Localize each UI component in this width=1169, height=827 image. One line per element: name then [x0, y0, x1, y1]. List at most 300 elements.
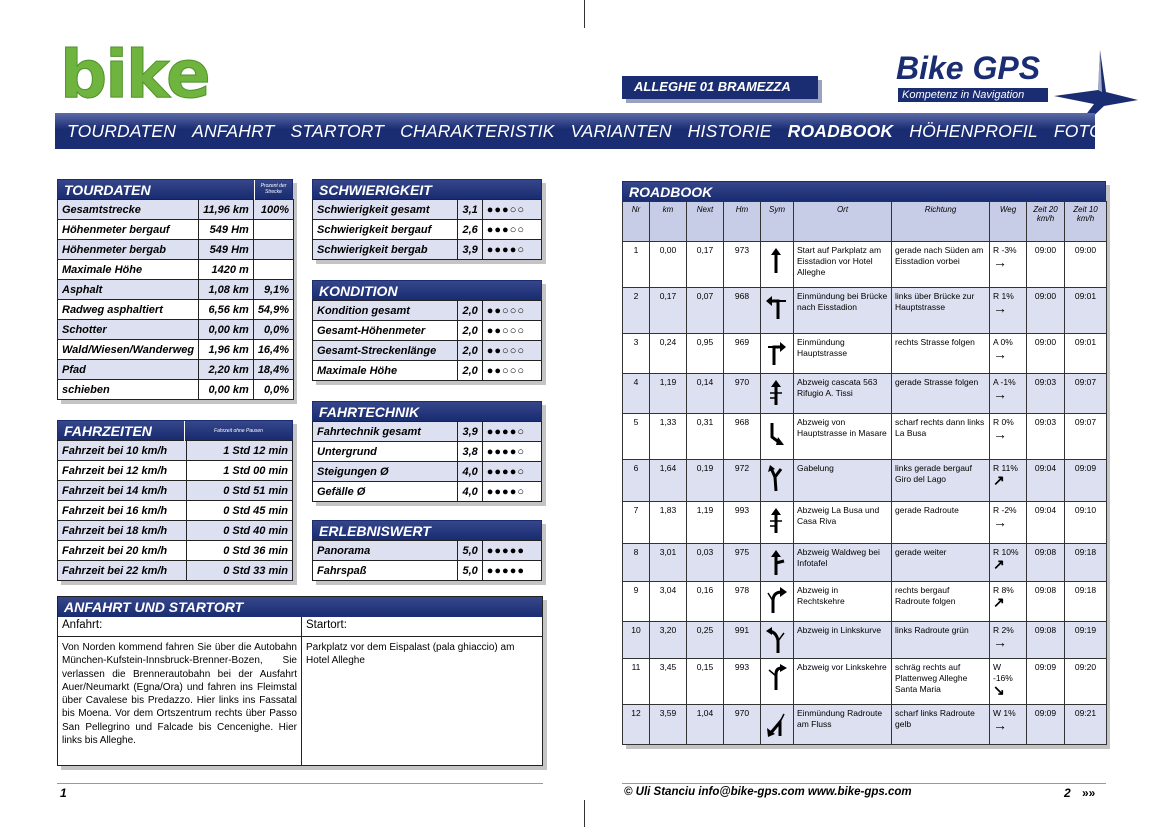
roadbook-hm: 970 — [724, 374, 761, 414]
roadbook-zeit-10: 09:09 — [1065, 460, 1107, 502]
anfahrt-text: Von Norden kommend fahren Sie über die Autobahn München-Kufstein-Innsbruck-Brenner-Bozen, Sie verlassen die Brennerautobahn bei der Ausfahrt Auer/Neumarkt (Egna/Ora) und fahren ins Fleimstal über Cavalese bis Predazzo. Hier links ins Fassatal bis Moena. Vor dem Ortszentrum rechts über Passo San Pellegrino und Falcade bis Cencenighe. Hier links bis Alleghe. — [62, 642, 297, 747]
roadbook-weg — [990, 414, 1027, 460]
fahrzeiten-cell: 1 Std 00 min — [186, 461, 292, 481]
roadbook-zeit-10: 09:18 — [1065, 582, 1107, 622]
roadbook-weg — [990, 242, 1027, 288]
weg-label: A 0% — [993, 337, 1013, 347]
roadbook-hm: 978 — [724, 582, 761, 622]
anfahrt-label: Anfahrt: — [58, 617, 301, 637]
tourdaten-cell: 1420 m — [199, 260, 254, 280]
roadbook-col-header: Weg — [990, 202, 1027, 242]
erlebniswert-row — [313, 541, 542, 561]
tourdaten-cell: 1,96 km — [199, 340, 254, 360]
roadbook-richtung: links über Brücke zur Hauptstrasse — [892, 288, 990, 334]
schwierigkeit-row — [313, 220, 542, 240]
roadbook-ort: Gabelung — [794, 460, 892, 502]
tourdaten-row — [58, 320, 294, 340]
tourdaten-row — [58, 340, 294, 360]
roadbook-hm: 973 — [724, 242, 761, 288]
roadbook-km: 0,17 — [650, 288, 687, 334]
anfahrt-column — [58, 617, 302, 766]
roadbook-col-header: Nr — [623, 202, 650, 242]
tourdaten-cell: Wald/Wiesen/Wanderweg — [58, 340, 199, 360]
fahrtechnik-cell: 3,9 — [457, 422, 482, 442]
fahrtechnik-cell: ●●●●○ — [482, 422, 541, 442]
turn-straight-icon — [766, 247, 788, 275]
fahrzeiten-cell: Fahrzeit bei 18 km/h — [58, 521, 187, 541]
roadbook-zeit-20: 09:03 — [1027, 414, 1065, 460]
roadbook-row — [623, 544, 1107, 582]
weg-label: R 8% — [993, 585, 1014, 595]
fahrzeiten-cell: 0 Std 36 min — [186, 541, 292, 561]
tourdaten-cell: 0,00 km — [199, 380, 254, 400]
direction-arrow-icon: ↘ — [993, 682, 1005, 698]
roadbook-row — [623, 582, 1107, 622]
direction-arrow-icon: → — [993, 717, 1007, 733]
tourdaten-cell — [253, 260, 293, 280]
roadbook-row — [623, 288, 1107, 334]
weg-label: W -16% — [993, 662, 1013, 683]
roadbook-richtung: rechts bergauf Radroute folgen — [892, 582, 990, 622]
schwierigkeit-cell: 2,6 — [457, 220, 482, 240]
nav-item-höhenprofil[interactable]: HÖHENPROFIL — [909, 120, 1038, 141]
tourdaten-title: TOURDATEN — [64, 182, 151, 198]
roadbook-zeit-20: 09:04 — [1027, 502, 1065, 544]
nav-item-anfahrt[interactable]: ANFAHRT — [192, 120, 275, 141]
roadbook-row — [623, 414, 1107, 460]
roadbook-km: 3,01 — [650, 544, 687, 582]
roadbook-ort: Start auf Parkplatz am Eisstadion vor Hotel Alleghe — [794, 242, 892, 288]
roadbook-hm: 975 — [724, 544, 761, 582]
roadbook-zeit-20: 09:00 — [1027, 242, 1065, 288]
weg-label: R 11% — [993, 463, 1018, 473]
roadbook-nr: 6 — [623, 460, 650, 502]
anfahrt-panel — [57, 596, 543, 766]
roadbook-col-header: Richtung — [892, 202, 990, 242]
fahrzeiten-row — [58, 441, 293, 461]
roadbook-zeit-10: 09:10 — [1065, 502, 1107, 544]
roadbook-richtung: gerade Radroute — [892, 502, 990, 544]
tourdaten-cell: 549 Hm — [199, 240, 254, 260]
tourdaten-cell: Schotter — [58, 320, 199, 340]
schwierigkeit-cell: 3,1 — [457, 200, 482, 220]
erlebniswert-header: ERLEBNISWERT — [312, 520, 542, 540]
direction-arrow-icon: → — [993, 254, 1007, 270]
weg-label: R 0% — [993, 417, 1014, 427]
roadbook-nr: 2 — [623, 288, 650, 334]
roadbook-next: 0,03 — [687, 544, 724, 582]
roadbook-zeit-10: 09:20 — [1065, 659, 1107, 705]
turn-sharp-left-icon — [766, 710, 788, 738]
tourdaten-row — [58, 260, 294, 280]
fahrtechnik-cell: 4,0 — [457, 482, 482, 502]
tourdaten-row — [58, 200, 294, 220]
roadbook-next: 0,14 — [687, 374, 724, 414]
roadbook-col-header: Zeit 10 km/h — [1065, 202, 1107, 242]
nav-item-charakteristik[interactable]: CHARAKTERISTIK — [400, 120, 555, 141]
roadbook-richtung: scharf links Radroute gelb — [892, 705, 990, 745]
roadbook-nr: 7 — [623, 502, 650, 544]
nav-item-fotos[interactable]: FOTOS — [1053, 120, 1115, 141]
erlebniswert-cell: Panorama — [313, 541, 458, 561]
nav-item-roadbook[interactable]: ROADBOOK — [787, 120, 894, 141]
roadbook-row — [623, 242, 1107, 288]
roadbook-sym — [761, 502, 794, 544]
roadbook-col-header: Sym — [761, 202, 794, 242]
schwierigkeit-cell: Schwierigkeit bergab — [313, 240, 458, 260]
roadbook-next: 0,95 — [687, 334, 724, 374]
roadbook-weg — [990, 659, 1027, 705]
fahrzeiten-row — [58, 561, 293, 581]
tourdaten-cell — [253, 220, 293, 240]
tourdaten-cell: 0,00 km — [199, 320, 254, 340]
roadbook-zeit-10: 09:21 — [1065, 705, 1107, 745]
roadbook-sym — [761, 622, 794, 659]
fahrzeiten-note: Fahrzeit ohne Pausen — [184, 421, 292, 441]
roadbook-sym — [761, 705, 794, 745]
direction-arrow-icon: → — [993, 426, 1007, 442]
erlebniswert-cell: 5,0 — [457, 541, 482, 561]
fahrtechnik-header: FAHRTECHNIK — [312, 401, 542, 421]
roadbook-hm: 968 — [724, 288, 761, 334]
roadbook-richtung: links gerade bergauf Giro del Lago — [892, 460, 990, 502]
kondition-table — [312, 300, 542, 381]
fahrtechnik-cell: ●●●●○ — [482, 442, 541, 462]
tourdaten-cell: Pfad — [58, 360, 199, 380]
fahrtechnik-cell: Gefälle Ø — [313, 482, 458, 502]
roadbook-ort: Einmündung Radroute am Fluss — [794, 705, 892, 745]
tourdaten-row — [58, 220, 294, 240]
roadbook-km: 3,04 — [650, 582, 687, 622]
page-number-left: 1 — [60, 786, 67, 800]
schwierigkeit-panel — [312, 179, 542, 260]
tourdaten-row — [58, 300, 294, 320]
tourdaten-row — [58, 280, 294, 300]
roadbook-richtung: gerade Strasse folgen — [892, 374, 990, 414]
tourdaten-cell: 0,0% — [253, 380, 293, 400]
tour-name: ALLEGHE 01 BRAMEZZA — [622, 76, 818, 99]
roadbook-hm: 993 — [724, 502, 761, 544]
roadbook-ort: Einmündung Hauptstrasse — [794, 334, 892, 374]
fahrzeiten-table — [57, 440, 293, 581]
roadbook-zeit-20: 09:04 — [1027, 460, 1065, 502]
tourdaten-cell: 1,08 km — [199, 280, 254, 300]
roadbook-weg — [990, 334, 1027, 374]
roadbook-nr: 5 — [623, 414, 650, 460]
tourdaten-cell: 16,4% — [253, 340, 293, 360]
fahrtechnik-row — [313, 422, 542, 442]
roadbook-zeit-20: 09:00 — [1027, 288, 1065, 334]
roadbook-nr: 8 — [623, 544, 650, 582]
fahrzeiten-title: FAHRZEITEN — [64, 423, 152, 439]
schwierigkeit-header: SCHWIERIGKEIT — [312, 179, 542, 199]
roadbook-sym — [761, 242, 794, 288]
roadbook-next: 0,07 — [687, 288, 724, 334]
schwierigkeit-table — [312, 199, 542, 260]
roadbook-zeit-20: 09:03 — [1027, 374, 1065, 414]
roadbook-richtung: gerade weiter — [892, 544, 990, 582]
erlebniswert-table — [312, 540, 542, 581]
fahrzeiten-cell: 1 Std 12 min — [186, 441, 292, 461]
kondition-row — [313, 361, 542, 381]
fahrtechnik-row — [313, 462, 542, 482]
kondition-header: KONDITION — [312, 280, 542, 300]
roadbook-km: 1,33 — [650, 414, 687, 460]
roadbook-zeit-10: 09:18 — [1065, 544, 1107, 582]
roadbook-col-header: km — [650, 202, 687, 242]
fahrzeiten-row — [58, 501, 293, 521]
weg-label: W 1% — [993, 708, 1016, 718]
roadbook-zeit-10: 09:19 — [1065, 622, 1107, 659]
kondition-cell: 2,0 — [457, 321, 482, 341]
roadbook-richtung: schräg rechts auf Plattenweg Alleghe Santa Maria — [892, 659, 990, 705]
tourdaten-note: Prozent der Strecke — [254, 180, 292, 200]
erlebniswert-cell: ●●●●● — [482, 561, 541, 581]
roadbook-nr: 12 — [623, 705, 650, 745]
tourdaten-cell: 18,4% — [253, 360, 293, 380]
direction-arrow-icon: ↗ — [993, 594, 1005, 610]
tourdaten-cell: Maximale Höhe — [58, 260, 199, 280]
roadbook-km: 3,59 — [650, 705, 687, 745]
roadbook-km: 3,20 — [650, 622, 687, 659]
tourdaten-row — [58, 380, 294, 400]
roadbook-sym — [761, 460, 794, 502]
nav-item-startort[interactable]: STARTORT — [290, 120, 385, 141]
startort-column — [302, 617, 542, 766]
roadbook-weg — [990, 705, 1027, 745]
fahrzeiten-cell: 0 Std 33 min — [186, 561, 292, 581]
schwierigkeit-cell: ●●●●○ — [482, 240, 541, 260]
bike-gps-tagline: Kompetenz in Navigation — [898, 88, 1048, 102]
tourdaten-header — [57, 179, 293, 199]
fahrzeiten-row — [58, 461, 293, 481]
roadbook-weg — [990, 582, 1027, 622]
fahrtechnik-row — [313, 442, 542, 462]
roadbook-sym — [761, 659, 794, 705]
tourdaten-cell: Höhenmeter bergauf — [58, 220, 199, 240]
footer-rule-right — [622, 783, 1106, 784]
kondition-panel — [312, 280, 542, 381]
tourdaten-cell: 0,0% — [253, 320, 293, 340]
roadbook-zeit-10: 09:01 — [1065, 288, 1107, 334]
anfahrt-header: ANFAHRT UND STARTORT — [58, 597, 542, 617]
nav-item-historie[interactable]: HISTORIE — [687, 120, 772, 141]
turn-sharp-right-icon — [766, 419, 788, 447]
roadbook-sym — [761, 414, 794, 460]
kondition-cell: ●●○○○ — [482, 361, 541, 381]
fahrzeiten-cell: Fahrzeit bei 20 km/h — [58, 541, 187, 561]
turn-tee-left-icon — [766, 293, 788, 321]
schwierigkeit-cell: ●●●○○ — [482, 220, 541, 240]
erlebniswert-cell: 5,0 — [457, 561, 482, 581]
nav-item-tourdaten[interactable]: TOURDATEN — [67, 120, 177, 141]
tourdaten-cell: 2,20 km — [199, 360, 254, 380]
turn-tee-right-icon — [766, 339, 788, 367]
schwierigkeit-cell: ●●●○○ — [482, 200, 541, 220]
fahrtechnik-cell: ●●●●○ — [482, 482, 541, 502]
roadbook-nr: 1 — [623, 242, 650, 288]
fahrzeiten-header — [57, 420, 293, 440]
schwierigkeit-cell: 3,9 — [457, 240, 482, 260]
tourdaten-cell: 6,56 km — [199, 300, 254, 320]
roadbook-col-header: Ort — [794, 202, 892, 242]
schwierigkeit-row — [313, 240, 542, 260]
roadbook-col-header: Zeit 20 km/h — [1027, 202, 1065, 242]
tourdaten-cell: 54,9% — [253, 300, 293, 320]
erlebniswert-panel — [312, 520, 542, 581]
turn-cross-straight-icon — [766, 507, 788, 535]
roadbook-row — [623, 460, 1107, 502]
weg-label: R 10% — [993, 547, 1019, 557]
roadbook-weg — [990, 374, 1027, 414]
tourdaten-cell: 9,1% — [253, 280, 293, 300]
roadbook-zeit-10: 09:07 — [1065, 414, 1107, 460]
roadbook-zeit-20: 09:08 — [1027, 544, 1065, 582]
crop-mark-top — [584, 0, 585, 28]
roadbook-next: 0,17 — [687, 242, 724, 288]
roadbook-next: 0,16 — [687, 582, 724, 622]
roadbook-km: 1,19 — [650, 374, 687, 414]
schwierigkeit-cell: Schwierigkeit bergauf — [313, 220, 458, 240]
direction-arrow-icon: → — [993, 514, 1007, 530]
tourdaten-cell: Asphalt — [58, 280, 199, 300]
schwierigkeit-cell: Schwierigkeit gesamt — [313, 200, 458, 220]
roadbook-table — [622, 201, 1107, 745]
roadbook-col-header: Next — [687, 202, 724, 242]
roadbook-col-header: Hm — [724, 202, 761, 242]
roadbook-next: 0,25 — [687, 622, 724, 659]
bike-gps-logo: Bike GPS — [896, 50, 1041, 86]
fahrzeiten-cell: 0 Std 51 min — [186, 481, 292, 501]
roadbook-next: 0,31 — [687, 414, 724, 460]
section-nav — [55, 113, 1115, 149]
roadbook-nr: 11 — [623, 659, 650, 705]
fahrtechnik-panel — [312, 401, 542, 502]
roadbook-zeit-20: 09:09 — [1027, 705, 1065, 745]
tourdaten-cell: 100% — [253, 200, 293, 220]
fahrzeiten-cell: Fahrzeit bei 10 km/h — [58, 441, 187, 461]
startort-text: Parkplatz vor dem Eispalast (pala ghiaccio) am Hotel Alleghe — [306, 642, 515, 667]
fahrzeiten-cell: 0 Std 40 min — [186, 521, 292, 541]
footer-copyright: © Uli Stanciu info@bike-gps.com www.bike-gps.com — [624, 786, 912, 798]
roadbook-ort: Abzweig von Hauptstrasse in Masare — [794, 414, 892, 460]
direction-arrow-icon: ↗ — [993, 472, 1005, 488]
roadbook-weg — [990, 502, 1027, 544]
tourdaten-row — [58, 360, 294, 380]
roadbook-weg — [990, 288, 1027, 334]
roadbook-km: 1,83 — [650, 502, 687, 544]
fahrzeiten-cell: Fahrzeit bei 22 km/h — [58, 561, 187, 581]
turn-hairpin-icon — [766, 664, 788, 692]
direction-arrow-icon: → — [993, 346, 1007, 362]
fahrtechnik-cell: Untergrund — [313, 442, 458, 462]
fahrtechnik-cell: Fahrtechnik gesamt — [313, 422, 458, 442]
kondition-cell: ●●○○○ — [482, 321, 541, 341]
turn-cross-straight-icon — [766, 379, 788, 407]
roadbook-row — [623, 659, 1107, 705]
page-number-right: 2 — [1064, 786, 1071, 800]
kondition-cell: Kondition gesamt — [313, 301, 458, 321]
roadbook-zeit-10: 09:07 — [1065, 374, 1107, 414]
roadbook-km: 0,00 — [650, 242, 687, 288]
roadbook-zeit-10: 09:01 — [1065, 334, 1107, 374]
roadbook-ort: Abzweig La Busa und Casa Riva — [794, 502, 892, 544]
roadbook-sym — [761, 582, 794, 622]
roadbook-weg — [990, 460, 1027, 502]
turn-fork-icon — [766, 465, 788, 493]
turn-straight-branch-icon — [766, 549, 788, 577]
footer-rule-left — [57, 783, 543, 784]
nav-item-varianten[interactable]: VARIANTEN — [570, 120, 672, 141]
roadbook-zeit-10: 09:00 — [1065, 242, 1107, 288]
fahrzeiten-row — [58, 521, 293, 541]
fahrzeiten-row — [58, 481, 293, 501]
kondition-cell: ●●○○○ — [482, 341, 541, 361]
kondition-cell: Gesamt-Streckenlänge — [313, 341, 458, 361]
erlebniswert-row — [313, 561, 542, 581]
kondition-cell: Maximale Höhe — [313, 361, 458, 381]
weg-label: R 1% — [993, 291, 1014, 301]
roadbook-ort: Abzweig vor Linkskehre — [794, 659, 892, 705]
roadbook-nr: 10 — [623, 622, 650, 659]
fahrtechnik-cell: Steigungen Ø — [313, 462, 458, 482]
roadbook-next: 0,19 — [687, 460, 724, 502]
fahrtechnik-table — [312, 421, 542, 502]
bike-logo: bike — [60, 36, 209, 113]
roadbook-hm: 968 — [724, 414, 761, 460]
roadbook-km: 3,45 — [650, 659, 687, 705]
turn-curve-left-icon — [766, 627, 788, 655]
fahrzeiten-cell: Fahrzeit bei 16 km/h — [58, 501, 187, 521]
tourdaten-row — [58, 240, 294, 260]
roadbook-weg — [990, 622, 1027, 659]
tourdaten-cell: 11,96 km — [199, 200, 254, 220]
roadbook-panel — [622, 181, 1106, 745]
kondition-row — [313, 321, 542, 341]
kondition-row — [313, 341, 542, 361]
roadbook-hm: 969 — [724, 334, 761, 374]
tourdaten-cell: 549 Hm — [199, 220, 254, 240]
roadbook-sym — [761, 374, 794, 414]
tourdaten-cell: Radweg asphaltiert — [58, 300, 199, 320]
kondition-cell: 2,0 — [457, 361, 482, 381]
kondition-cell: ●●○○○ — [482, 301, 541, 321]
fahrtechnik-cell: 3,8 — [457, 442, 482, 462]
roadbook-zeit-20: 09:08 — [1027, 582, 1065, 622]
roadbook-row — [623, 374, 1107, 414]
roadbook-zeit-20: 09:00 — [1027, 334, 1065, 374]
roadbook-next: 0,15 — [687, 659, 724, 705]
weg-label: A -1% — [993, 377, 1016, 387]
crop-mark-bottom — [584, 800, 585, 827]
roadbook-header-row — [623, 202, 1107, 242]
roadbook-ort: Abzweig in Linkskurve — [794, 622, 892, 659]
roadbook-weg — [990, 544, 1027, 582]
roadbook-sym — [761, 544, 794, 582]
fahrzeiten-panel — [57, 420, 293, 581]
roadbook-ort: Abzweig in Rechtskehre — [794, 582, 892, 622]
fahrzeiten-row — [58, 541, 293, 561]
roadbook-hm: 970 — [724, 705, 761, 745]
roadbook-row — [623, 705, 1107, 745]
roadbook-row — [623, 622, 1107, 659]
roadbook-zeit-20: 09:08 — [1027, 622, 1065, 659]
roadbook-ort: Einmündung bei Brücke nach Eisstadion — [794, 288, 892, 334]
direction-arrow-icon: → — [993, 386, 1007, 402]
fahrtechnik-cell: 4,0 — [457, 462, 482, 482]
roadbook-hm: 972 — [724, 460, 761, 502]
fahrzeiten-cell: Fahrzeit bei 14 km/h — [58, 481, 187, 501]
